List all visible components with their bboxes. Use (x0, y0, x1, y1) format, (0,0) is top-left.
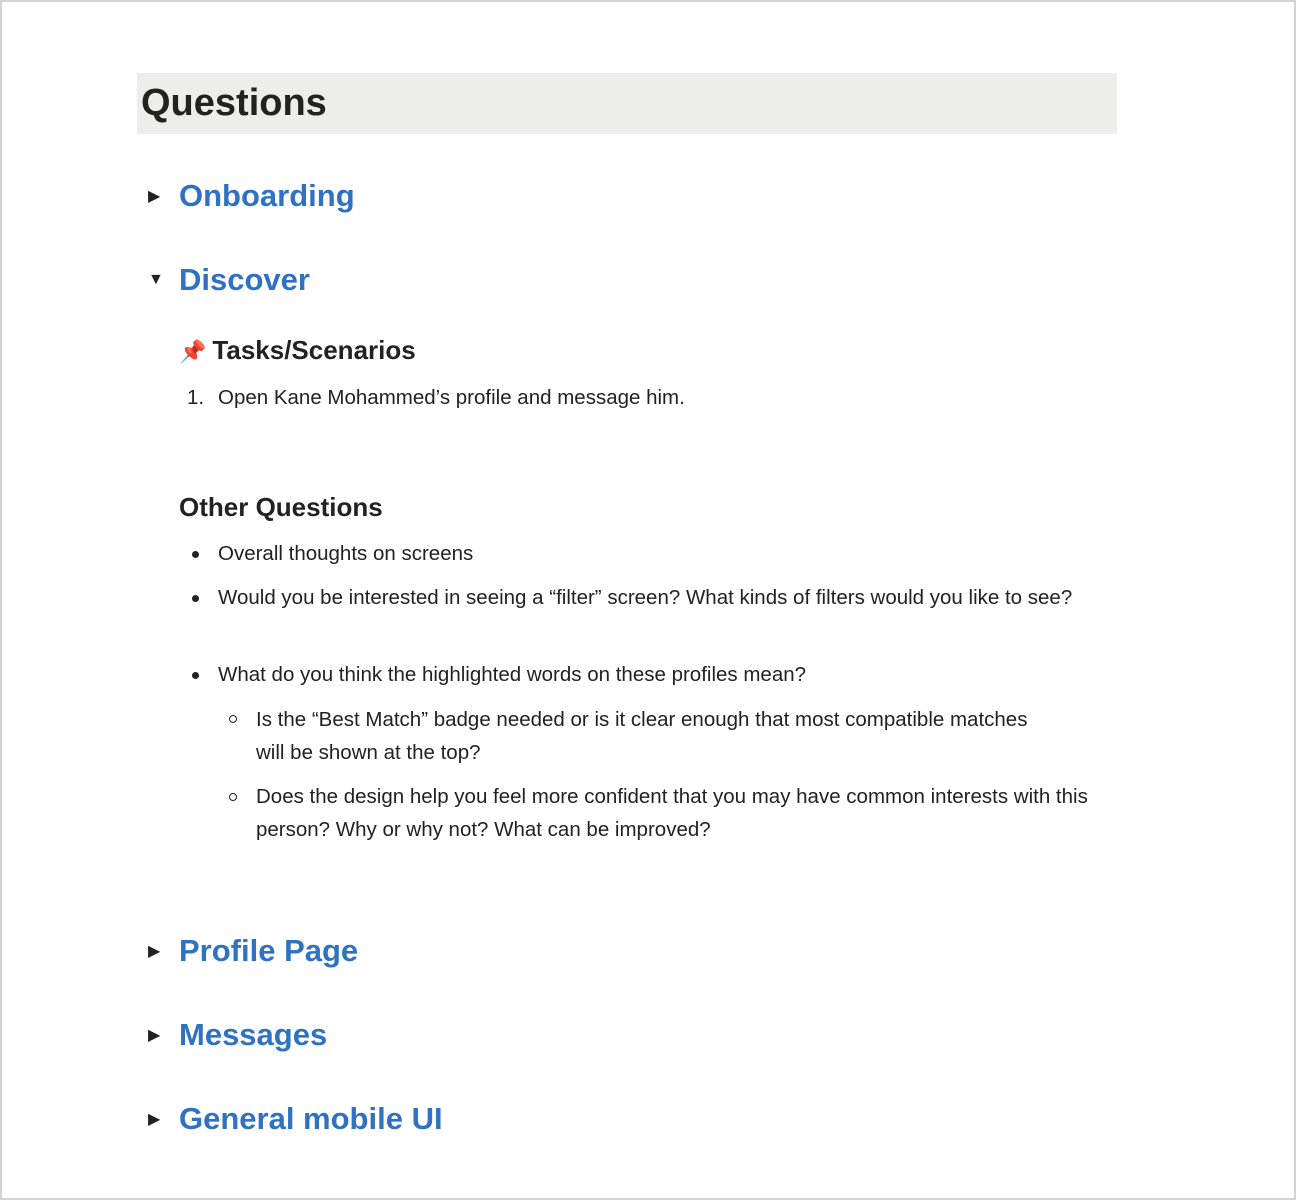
triangle-right-icon[interactable]: ▶ (148, 1111, 161, 1128)
task-number: 1. (187, 386, 205, 409)
toggle-general-mobile-ui[interactable] (148, 1101, 443, 1137)
triangle-down-icon[interactable]: ▼ (148, 271, 164, 288)
triangle-right-icon[interactable]: ▶ (148, 943, 161, 960)
page-title: Questions (141, 82, 327, 124)
list-item: Would you be interested in seeing a “filter” screen? What kinds of filters would you like to see? (218, 586, 1073, 609)
hollow-bullet-icon (229, 715, 237, 723)
toggle-onboarding[interactable] (148, 178, 355, 214)
pushpin-icon: 📌 (179, 339, 207, 364)
list-item: Overall thoughts on screens (218, 542, 474, 565)
sub-list-item: Is the “Best Match” badge needed or is it clear enough that most compatible matches will be shown at the top? (256, 708, 1028, 764)
other-questions-heading: Other Questions (179, 492, 383, 522)
toggle-heading: Onboarding (179, 178, 355, 213)
task-item: Open Kane Mohammed’s profile and message him. (218, 386, 685, 409)
title-block (137, 73, 1117, 134)
bullet-icon (192, 551, 199, 558)
bullet-icon (192, 672, 199, 679)
bullet-icon (192, 595, 199, 602)
tasks-heading-text: Tasks/Scenarios (212, 335, 416, 365)
toggle-discover[interactable] (148, 262, 310, 298)
toggle-heading: Messages (179, 1017, 328, 1052)
tasks-heading (179, 335, 416, 366)
toggle-heading: Profile Page (179, 933, 359, 968)
toggle-heading: Discover (179, 262, 310, 297)
hollow-bullet-icon (229, 793, 237, 801)
toggle-messages[interactable] (148, 1017, 327, 1053)
triangle-right-icon[interactable]: ▶ (148, 1027, 161, 1044)
list-item: What do you think the highlighted words on these profiles mean? (218, 663, 807, 686)
toggle-heading: General mobile UI (179, 1101, 443, 1136)
triangle-right-icon[interactable]: ▶ (148, 188, 161, 205)
sub-list-item: Does the design help you feel more confident that you may have common interests with this person? Why or why not? What can be improved? (256, 785, 1088, 841)
toggle-profile-page[interactable] (148, 933, 358, 969)
